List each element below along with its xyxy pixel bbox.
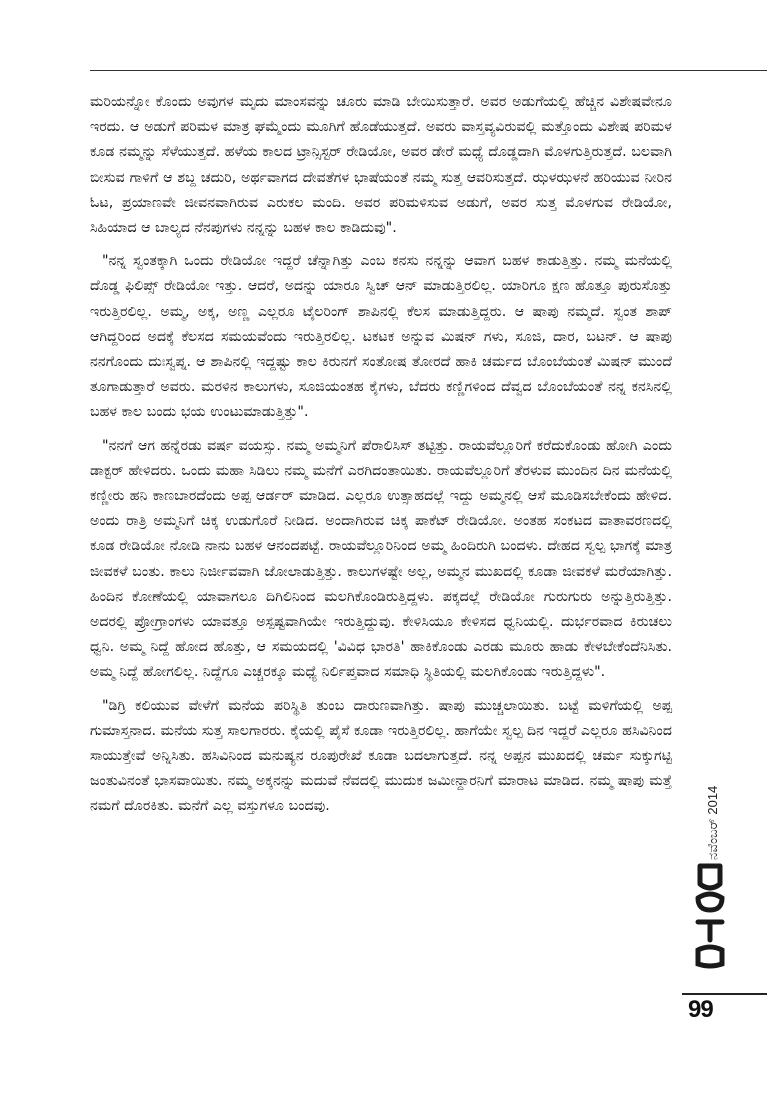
- page-number-rule: [682, 993, 767, 995]
- paragraph-3: "ನನಗೆ ಆಗ ಹನ್ನೆರಡು ವರ್ಷ ವಯಸ್ಸು. ನಮ್ಮ ಅಮ್ಮನಿಗೆ ಪೆರಾಲಿಸಿಸ್ ತಟ್ಟಿತ್ತು. ರಾಯವೆಲ್ಲೂರಿಗೆ ಕರೆದುಕೊಂಡು ಹೋಗಿ ಎಂದು ಡಾಕ್ಟರ್ ಹೇಳಿದರು. ಒಂದು ಮಹಾ ಸಿಡಿಲು ನಮ್ಮ ಮನೆಗೆ ಎರಗಿದಂತಾಯಿತು. ರಾಯವೆಲ್ಲೂರಿಗೆ ತೆರಳುವ ಮುಂದಿನ ದಿನ ಮನೆಯಲ್ಲಿ ಕಣ್ಣೀರು ಹನಿ ಕಾಣಬಾರದೆಂದು ಅಪ್ಪ ಆರ್ಡರ್ ಮಾಡಿದ. ಎಲ್ಲರೂ ಉತ್ಸಾಹದಲ್ಲೆ ಇದ್ದು ಅಮ್ಮನಲ್ಲಿ ಆಸೆ ಮೂಡಿಸಬೇಕೆಂದು ಹೇಳಿದ. ಅಂದು ರಾತ್ರಿ ಅಮ್ಮನಿಗೆ ಚಿಕ್ಕ ಉಡುಗೊರೆ ನೀಡಿದ. ಅಂದಾಗಿರುವ ಚಿಕ್ಕ ಪಾಕೆಟ್ ರೇಡಿಯೋ. ಅಂತಹ ಸಂಕಟದ ವಾತಾವರಣದಲ್ಲಿ ಕೂಡ ರೇಡಿಯೋ ನೋಡಿ ನಾನು ಬಹಳ ಆನಂದಪಟ್ಟೆ. ರಾಯವೆಲ್ಲೂರಿನಿಂದ ಅಮ್ಮ ಹಿಂದಿರುಗಿ ಬಂದಳು. ದೇಹದ ಸ್ವಲ್ಪ ಭಾಗಕ್ಕೆ ಮಾತ್ರ ಜೀವಕಳೆ ಬಂತು. ಕಾಲು ನಿರ್ಜೀವವಾಗಿ ಜೋಲಾಡುತ್ತಿತ್ತು. ಕಾಲುಗಳಷ್ಟೇ ಅಲ್ಲ, ಅಮ್ಮನ ಮುಖದಲ್ಲಿ ಕೂಡಾ ಜೀವಕಳೆ ಮರೆಯಾಗಿತ್ತು. ಹಿಂದಿನ ಕೋಣೆಯಲ್ಲಿ ಯಾವಾಗಲೂ ದಿಗಿಲಿನಿಂದ ಮಲಗಿಕೊಂಡಿರುತ್ತಿದ್ದಳು. ಪಕ್ಕದಲ್ಲೆ ರೇಡಿಯೋ ಗುರುಗುರು ಅನ್ನುತ್ತಿರುತ್ತಿತ್ತು. ಅದರಲ್ಲಿ ಪ್ರೋಗ್ರಾಂಗಳು ಯಾವತ್ತೂ ಅಸ್ಪಷ್ಟವಾಗಿಯೇ ಇರುತ್ತಿದ್ದುವು. ಕೇಳಿಸಿಯೂ ಕೇಳಿಸದ ಧ್ವನಿಯಲ್ಲಿ. ದುರ್ಭರವಾದ ಕಿರುಚಲು ಧ್ವನಿ. ಅಮ್ಮ ನಿದ್ದೆ ಹೋದ ಹೊತ್ತು, ಆ ಸಮಯದಲ್ಲಿ 'ವಿವಿಧ ಭಾರತಿ' ಹಾಕಿಕೊಂಡು ಎರಡು ಮೂರು ಹಾಡು ಕೇಳಬೇಕೆಂದೆನಿಸಿತು. ಅಮ್ಮ ನಿದ್ದೆ ಹೋಗಲಿಲ್ಲ. ನಿದ್ದೆಗೂ ಎಚ್ಚರಕ್ಕೂ ಮಧ್ಯೆ ನಿರ್ಲಿಪ್ತವಾದ ಸಮಾಧಿ ಸ್ಥಿತಿಯಲ್ಲಿ ಮಲಗಿಕೊಂಡು ಇರುತ್ತಿದ್ದಳು".: [90, 437, 672, 681]
- paragraph-2: "ನನ್ನ ಸ್ವಂತಕ್ಕಾಗಿ ಒಂದು ರೇಡಿಯೋ ಇದ್ದರೆ ಚೆನ್ನಾಗಿತ್ತು ಎಂಬ ಕನಸು ನನ್ನನ್ನು ಆವಾಗ ಬಹಳ ಕಾಡುತ್ತಿತ್ತು. ನಮ್ಮ ಮನೆಯಲ್ಲಿ ದೊಡ್ಡ ಫಿಲಿಪ್ಸ್ ರೇಡಿಯೋ ಇತ್ತು. ಆದರೆ, ಅದನ್ನು ಯಾರೂ ಸ್ವಿಚ್ ಆನ್ ಮಾಡುತ್ತಿರಲಿಲ್ಲ. ಯಾರಿಗೂ ಕ್ಷಣ ಹೊತ್ತೂ ಪುರುಸೊತ್ತು ಇರುತ್ತಿರಲಿಲ್ಲ. ಅಮ್ಮ, ಅಕ್ಕ, ಅಣ್ಣ ಎಲ್ಲರೂ ಟೈಲರಿಂಗ್ ಶಾಪಿನಲ್ಲಿ ಕೆಲಸ ಮಾಡುತ್ತಿದ್ದರು. ಆ ಷಾಪು ನಮ್ಮದೆ. ಸ್ವಂತ ಶಾಪ್ ಆಗಿದ್ದರಿಂದ ಅದಕ್ಕೆ ಕೆಲಸದ ಸಮಯವೆಂದು ಇರುತ್ತಿರಲಿಲ್ಲ. ಟಕಟಕ ಅನ್ನುವ ಮಿಷನ್ ಗಳು, ಸೂಜಿ, ದಾರ, ಬಟನ್. ಆ ಷಾಪು ನನಗೊಂದು ದುಃಸ್ವಪ್ನ. ಆ ಶಾಪಿನಲ್ಲಿ ಇದ್ದಷ್ಟು ಕಾಲ ಕಿರುನಗೆ ಸಂತೋಷ ತೋರದೆ ಹಾಕಿ ಚರ್ಮದ ಬೊಂಬೆಯಂತೆ ಮಿಷನ್ ಮುಂದೆ ತೂಗಾಡುತ್ತಾರೆ ಅವರು. ಮರಳಿನ ಕಾಲುಗಳು, ಸೂಜಿಯಂತಹ ಕೈಗಳು, ಬೆದರು ಕಣ್ಣಿಗಳಿಂದ ದೆವ್ವದ ಬೊಂಬೆಯಂತೆ ನನ್ನ ಕನಸಿನಲ್ಲಿ ಬಹಳ ಕಾಲ ಬಂದು ಭಯ ಉಂಟುಮಾಡುತ್ತಿತ್ತು".: [90, 253, 672, 421]
- paragraph-4: "ಡಿಗ್ರಿ ಕಲಿಯುವ ವೇಳೆಗೆ ಮನೆಯ ಪರಿಸ್ಥಿತಿ ತುಂಬ ದಾರುಣವಾಗಿತ್ತು. ಷಾಪು ಮುಚ್ಚಲಾಯಿತು. ಬಟ್ಟೆ ಮಳಿಗೆಯಲ್ಲಿ ಅಪ್ಪ ಗುಮಾಸ್ತನಾದ. ಮನೆಯ ಸುತ್ತ ಸಾಲಗಾರರು. ಕೈಯಲ್ಲಿ ಪೈಸೆ ಕೂಡಾ ಇರುತ್ತಿರಲಿಲ್ಲ. ಹಾಗೆಯೇ ಸ್ವಲ್ಪ ದಿನ ಇದ್ದರೆ ಎಲ್ಲರೂ ಹಸಿವಿನಿಂದ ಸಾಯುತ್ತೇವೆ ಅನ್ನಿಸಿತು. ಹಸಿವಿನಿಂದ ಮನುಷ್ಯನ ರೂಪುರೇಖೆ ಕೂಡಾ ಬದಲಾಗುತ್ತದೆ. ನನ್ನ ಅಪ್ಪನ ಮುಖದಲ್ಲಿ ಚರ್ಮ ಸುಕ್ಕುಗಟ್ಟಿ ಜಂತುವಿನಂತೆ ಭಾಸವಾಯಿತು. ನಮ್ಮ ಅಕ್ಕನನ್ನು ಮದುವೆ ನೆವದಲ್ಲಿ ಮುದುಕ ಜಮೀನ್ದಾರನಿಗೆ ಮಾರಾಟ ಮಾಡಿದ. ನಮ್ಮ ಷಾಪು ಮತ್ತೆ ನಮಗೆ ದೊರಕಿತು. ಮನೆಗೆ ಎಲ್ಲ ವಸ್ತುಗಳೂ ಬಂದವು.: [90, 697, 672, 815]
- paragraph-1: ಮರಿಯನ್ನೋ ಕೊಂದು ಅವುಗಳ ಮೃದು ಮಾಂಸವನ್ನು ಚೂರು ಮಾಡಿ ಬೇಯಿಸುತ್ತಾರೆ. ಅವರ ಅಡುಗೆಯಲ್ಲಿ ಹೆಚ್ಚಿನ ವಿಶೇಷವೇನೂ ಇರದು. ಆ ಅಡುಗೆ ಪರಿಮಳ ಮಾತ್ರ ಘಮ್ಮೆಂದು ಮೂಗಿಗೆ ಹೊಡೆಯುತ್ತದೆ. ಅವರು ವಾಸ್ತವ್ಯವಿರುವಲ್ಲಿ ಮತ್ತೊಂದು ವಿಶೇಷ ಪರಿಮಳ ಕೂಡ ನಮ್ಮನ್ನು ಸೆಳೆಯುತ್ತದೆ. ಹಳೆಯ ಕಾಲದ ಟ್ರಾನ್ಸಿಸ್ಟರ್ ರೇಡಿಯೋ, ಅವರ ಡೇರೆ ಮಧ್ಯೆ ದೊಡ್ಡದಾಗಿ ಮೊಳಗುತ್ತಿರುತ್ತದೆ. ಬಲವಾಗಿ ಬೀಸುವ ಗಾಳಿಗೆ ಆ ಶಬ್ದ ಚದುರಿ, ಅರ್ಥವಾಗದ ದೇವತೆಗಳ ಭಾಷೆಯಂತೆ ನಮ್ಮ ಸುತ್ತ ಆವರಿಸುತ್ತದೆ. ಝಳಝಳನೆ ಹರಿಯುವ ನೀರಿನ ಓಟ, ಪ್ರಯಾಣವೇ ಜೀವನವಾಗಿರುವ ಎರುಕಲ ಮಂದಿ. ಅವರ ಪರಿಮಳಿಸುವ ಅಡುಗೆ, ಅವರ ಸುತ್ತ ಮೊಳಗುವ ರೇಡಿಯೋ, ಸಿಹಿಯಾದ ಆ ಬಾಲ್ಯದ ನೆನಪುಗಳು ನನ್ನನ್ನು ಬಹಳ ಕಾಲ ಕಾಡಿದುವು".: [90, 94, 672, 237]
- magazine-logo: [692, 860, 728, 970]
- article-body: [90, 90, 672, 828]
- page-number: 99: [688, 996, 713, 1023]
- issue-date: ನವೆಂಬರ್ 2014: [705, 785, 720, 860]
- top-rule: [90, 70, 767, 71]
- magazine-masthead: [690, 860, 730, 970]
